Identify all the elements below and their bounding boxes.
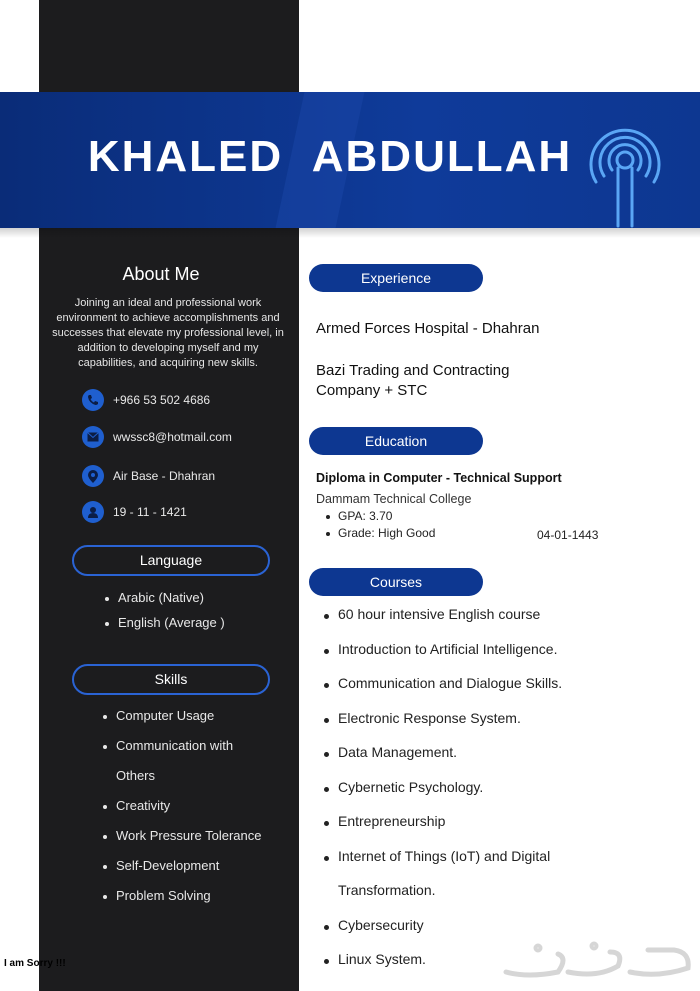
resume-name: KHALED ABDULLAH (87, 132, 573, 181)
experience-title: Experience (309, 264, 483, 292)
contact-location (82, 464, 215, 488)
education-title: Education (309, 427, 483, 455)
footer-note: I am Sorry !!! (4, 958, 66, 969)
education-grade: Grade: High Good (324, 526, 435, 543)
course-item: Cybersecurity (324, 917, 562, 952)
course-item: Linux System. (324, 951, 562, 986)
email-icon (82, 426, 104, 448)
watermark-logo-icon (498, 938, 694, 982)
language-list (105, 590, 225, 640)
education-details (324, 509, 435, 543)
experience-item: Bazi Trading and Contracting (316, 362, 510, 379)
language-title: Language (72, 545, 270, 576)
experience-item: Armed Forces Hospital - Dhahran (316, 320, 540, 337)
contact-email (82, 425, 232, 449)
skill-item: Self-Development (103, 858, 261, 888)
education-school: Dammam Technical College (316, 492, 472, 506)
course-item: Internet of Things (IoT) and Digital (324, 848, 562, 883)
location-pin-icon (82, 465, 104, 487)
about-me-text: Joining an ideal and professional work environment to achieve accomplishments and successes that elevate my professional level, in addition to developing myself and my capabilities, and acquiring new skills. (52, 297, 284, 369)
course-item: 60 hour intensive English course (324, 606, 562, 641)
course-item-continued: Transformation. (338, 882, 436, 898)
course-item: Communication and Dialogue Skills. (324, 675, 562, 710)
skill-item-continued: Others (116, 768, 156, 783)
education-date: 04-01-1443 (537, 528, 599, 542)
skill-item: Creativity (103, 798, 261, 828)
course-item: Data Management. (324, 744, 562, 779)
phone-icon (82, 389, 104, 411)
courses-list (324, 606, 562, 986)
contact-phone (82, 388, 210, 412)
contact-birthdate (82, 500, 187, 524)
skill-item: Problem Solving (103, 888, 261, 918)
skill-item: Work Pressure Tolerance (103, 828, 261, 858)
birthdate-text: 19 - 11 - 1421 (113, 505, 187, 519)
email-address: wwssc8@hotmail.com (113, 430, 232, 444)
skills-title: Skills (72, 664, 270, 695)
course-item: Introduction to Artificial Intelligence. (324, 641, 562, 676)
course-item: Entrepreneurship (324, 813, 562, 848)
experience-item-continued: Company + STC (316, 382, 428, 399)
skill-item: Computer Usage (103, 708, 261, 738)
education-degree: Diploma in Computer - Technical Support (316, 471, 562, 485)
banner-shadow (0, 228, 700, 238)
courses-title: Courses (309, 568, 483, 596)
phone-number: +966 53 502 4686 (113, 393, 211, 407)
about-me-title: About Me (122, 264, 200, 284)
wrench-signal-logo-icon (580, 110, 670, 228)
language-item: English (Average ) (105, 615, 225, 640)
language-item: Arabic (Native) (105, 590, 225, 615)
skills-list (103, 708, 261, 918)
skill-item: Communication with (103, 738, 261, 768)
course-item: Cybernetic Psychology. (324, 779, 562, 814)
course-item: Electronic Response System. (324, 710, 562, 745)
person-icon (82, 501, 104, 523)
education-gpa: GPA: 3.70 (324, 509, 435, 526)
location-text: Air Base - Dhahran (113, 469, 216, 483)
